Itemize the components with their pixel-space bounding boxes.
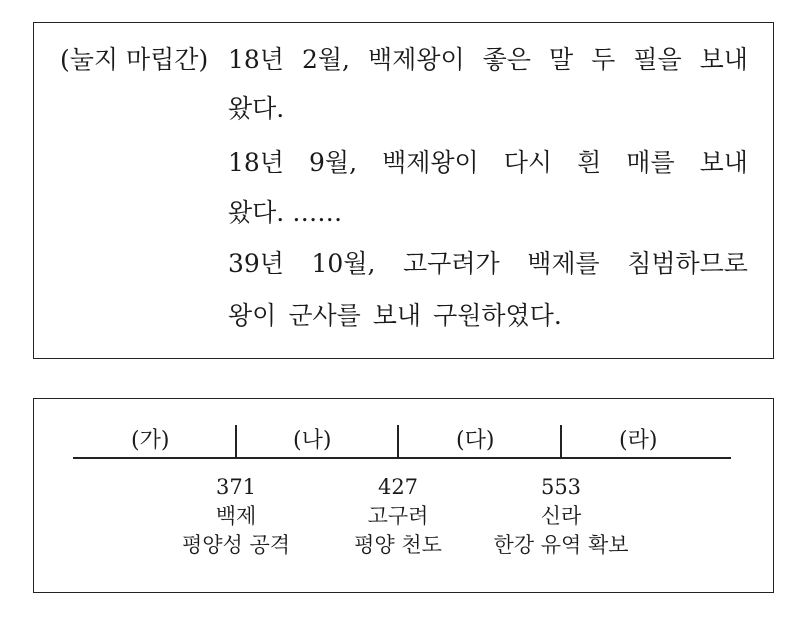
word: 왔다. ……: [228, 198, 343, 227]
event-actor: 백제: [215, 504, 257, 528]
event-year: 371: [215, 475, 257, 499]
event-year: 427: [377, 475, 419, 499]
word: 백제왕이: [368, 45, 465, 74]
word: 보내: [699, 148, 748, 177]
word: 침범하므로: [627, 249, 748, 278]
word: 좋은: [482, 45, 531, 74]
word: 백제를: [527, 249, 600, 278]
word: 왔다.: [228, 94, 285, 123]
period-label-na: (나): [293, 428, 332, 453]
word: 고구려가: [403, 249, 500, 278]
event-actor: 고구려: [367, 504, 429, 528]
word: 두: [591, 45, 616, 74]
event-desc: 평양 천도: [354, 533, 442, 557]
timeline-event-371: [146, 473, 326, 560]
period-label-ra: (라): [619, 428, 658, 453]
word: 9월,: [309, 148, 358, 177]
timeline-axis: [73, 457, 731, 459]
source-line-4: [228, 193, 748, 229]
word: 필을: [633, 45, 682, 74]
timeline-event-553: [471, 473, 651, 560]
event-desc: 한강 유역 확보: [493, 533, 629, 557]
word: 10월,: [311, 249, 376, 278]
word: 18년: [228, 45, 284, 74]
period-label-da: (다): [456, 428, 495, 453]
event-year: 553: [540, 475, 582, 499]
word: 왕이: [228, 301, 277, 330]
event-actor: 신라: [540, 504, 582, 528]
word: 말: [548, 45, 574, 74]
source-line-2: [228, 89, 748, 125]
word: 18년: [228, 148, 284, 177]
word: 군사를: [288, 301, 361, 330]
word: 흰: [577, 148, 602, 177]
timeline-event-427: [308, 473, 488, 560]
word: 39년: [228, 249, 284, 278]
word: 보내: [372, 301, 422, 330]
period-label-ga: (가): [131, 428, 170, 453]
source-line-6: [228, 296, 748, 332]
timeline-tick-427: [397, 425, 399, 457]
word: 구원하였다.: [433, 301, 562, 330]
word: 2월,: [301, 45, 350, 74]
timeline-tick-553: [560, 425, 562, 457]
source-line-5: [228, 244, 748, 280]
word: 보내: [699, 45, 748, 74]
source-line-3: [228, 143, 748, 179]
timeline-tick-371: [235, 425, 237, 457]
source-line-1: [228, 40, 748, 76]
word: 백제왕이: [382, 148, 479, 177]
event-desc: 평양성 공격: [181, 533, 291, 557]
source-king-label: (눌지 마립간): [60, 45, 209, 74]
word: 매를: [626, 148, 675, 177]
word: 다시: [503, 148, 553, 177]
